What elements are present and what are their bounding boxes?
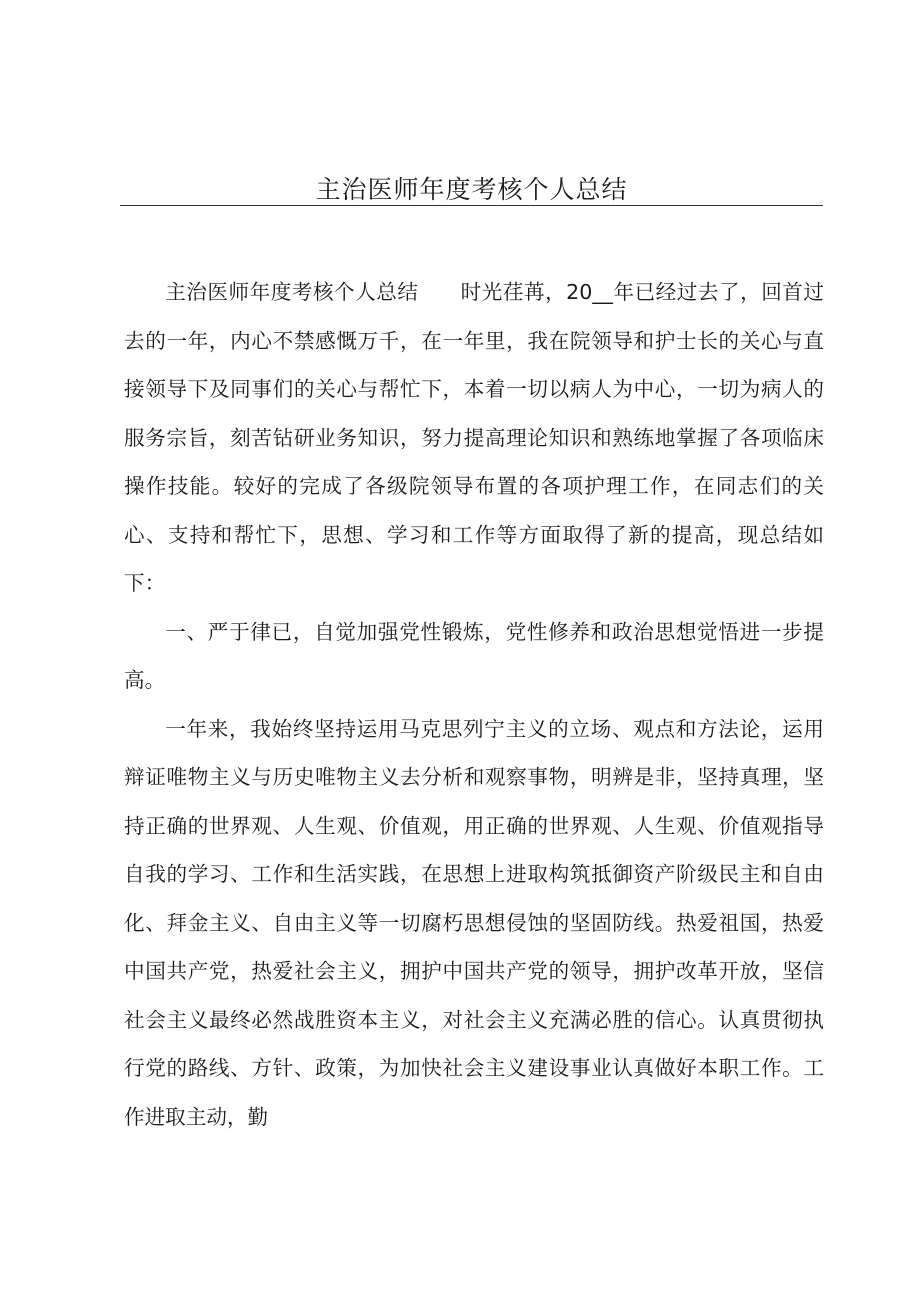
paragraph-body-1: 一年来，我始终坚持运用马克思列宁主义的立场、观点和方法论，运用辩证唯物主义与历史唯物主义去分析和观察事物，明辨是非，坚持真理，坚持正确的世界观、人生观、价值观，用正确的世界观、人生观、价值观指导自我的学习、工作和生活实践，在思想上进取构筑抵御资产阶级民主和自由化、拜金主义、自由主义等一切腐朽思想侵蚀的坚固防线。热爱祖国，热爱中国共产党，热爱社会主义，拥护中国共产党的领导，拥护改革开放，坚信社会主义最终必然战胜资本主义，对社会主义充满必胜的信心。认真贯彻执行党的路线、方针、政策，为加快社会主义建设事业认真做好本职工作。工作进取主动，勤: [124, 716, 824, 1129]
paragraph-intro: 主治医师年度考核个人总结 时光荏苒，20__年已经过去了，回首过去的一年，内心不禁感慨万千，在一年里，我在院领导和护士长的关心与直接领导下及同事们的关心与帮忙下，本着一切以病人为中心，一切为病人的服务宗旨，刻苦钻研业务知识，努力提高理论知识和熟练地掌握了各项临床操作技能。较好的完成了各级院领导布置的各项护理工作，在同志们的关心、支持和帮忙下，思想、学习和工作等方面取得了新的提高，现总结如下：: [124, 280, 824, 595]
paragraph-heading-1: 一、严于律已，自觉加强党性锻炼，党性修养和政治思想觉悟进一步提高。: [124, 619, 824, 692]
document-body: [124, 268, 824, 1141]
title-underline: [120, 205, 823, 206]
document-title: 主治医师年度考核个人总结: [315, 175, 628, 204]
